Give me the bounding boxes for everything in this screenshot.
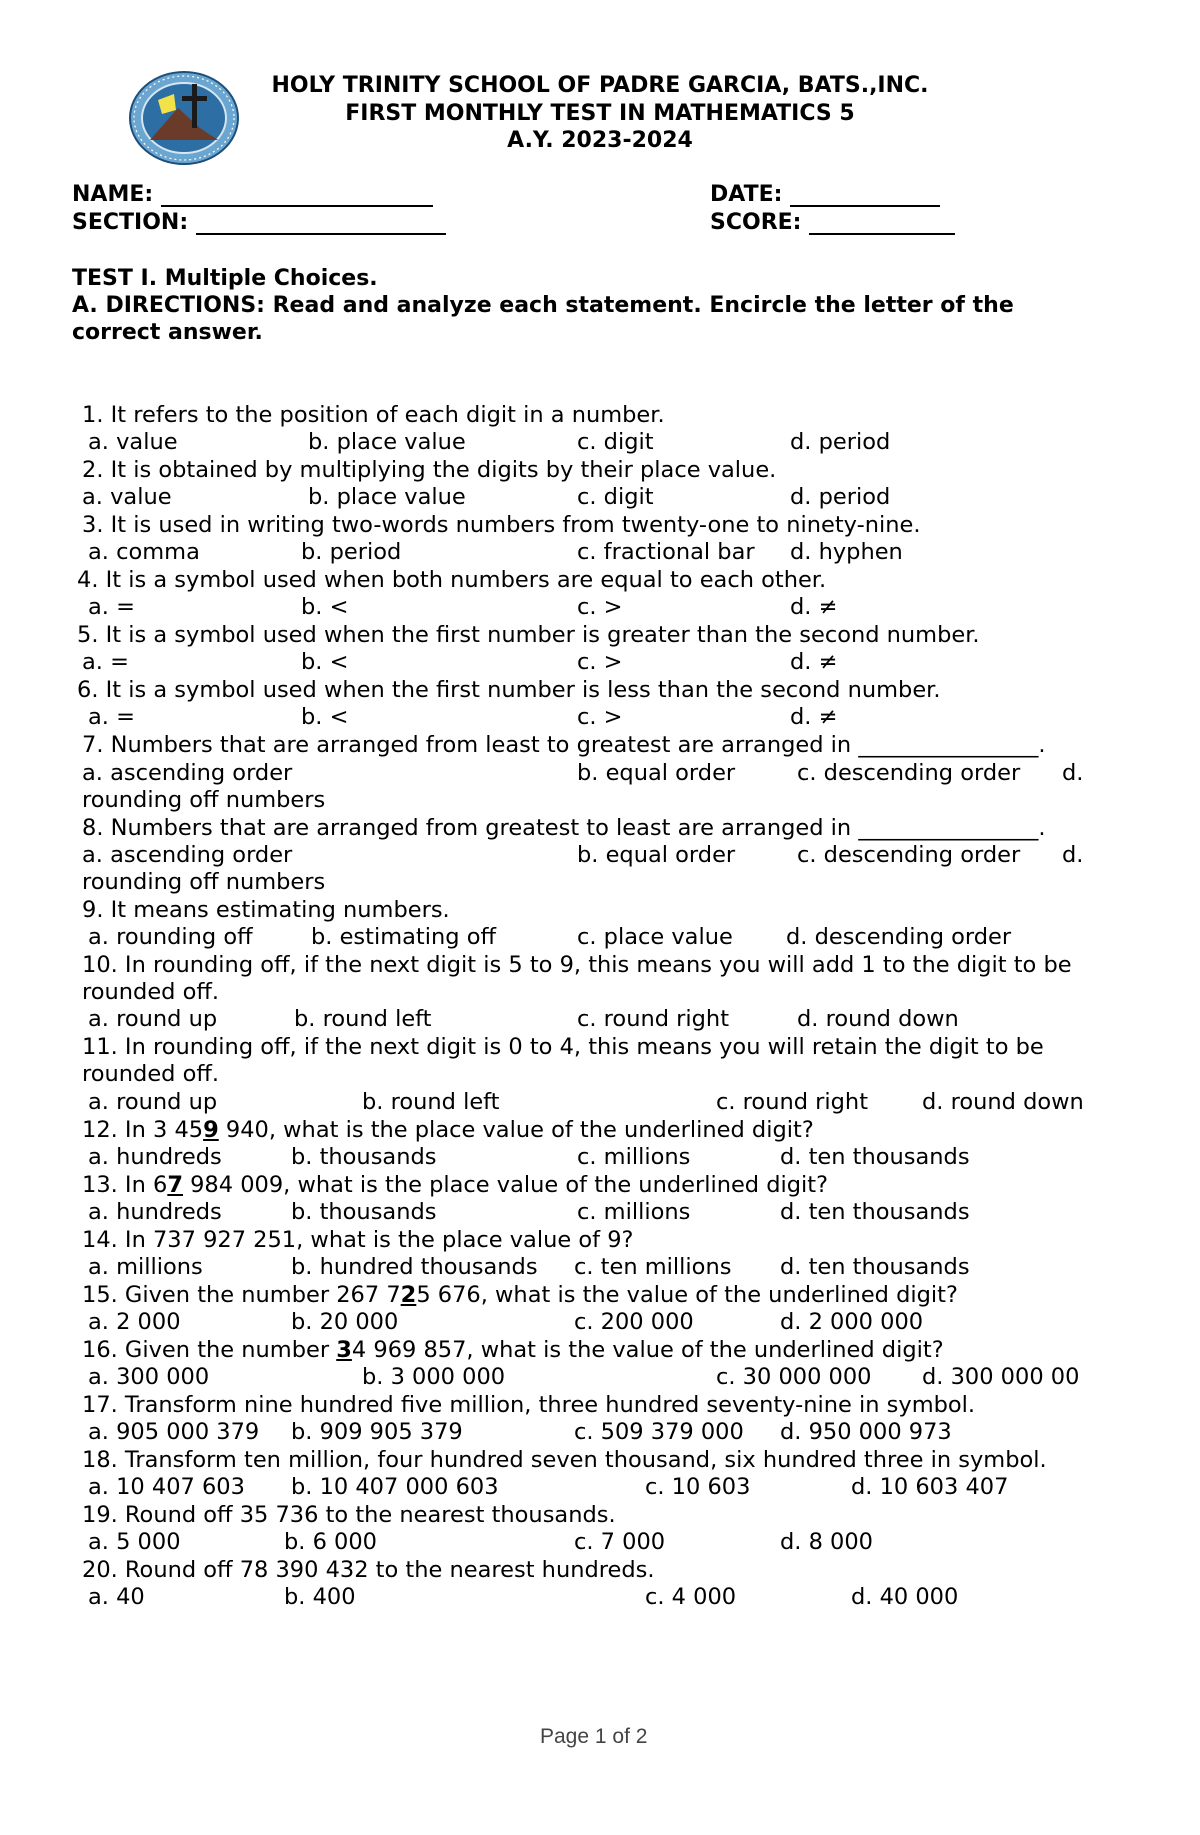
question-2: 2. It is obtained by multiplying the digits by their place value. [82,457,777,483]
question-10: 10. In rounding off, if the next digit is 5 to 9, this means you will add 1 to the digit to be [82,952,1072,978]
q7-option-d[interactable]: d. [1062,760,1084,786]
q5-option-c[interactable]: c. > [577,649,623,675]
q8-option-b[interactable]: b. equal order [577,842,736,868]
q15-text-pre: 15. Given the number 267 7 [82,1282,401,1308]
page-number: Page 1 of 2 [540,1725,648,1748]
q4-option-a[interactable]: a. = [88,594,135,620]
q20-option-a[interactable]: a. 40 [88,1584,145,1610]
q16-option-c[interactable]: c. 30 000 000 [716,1364,872,1390]
q3-option-a[interactable]: a. comma [88,539,200,565]
q9-option-a[interactable]: a. rounding off [88,924,253,950]
q8-option-d[interactable]: d. [1062,842,1084,868]
q6-option-b[interactable]: b. < [301,704,349,730]
q10-option-d[interactable]: d. round down [797,1006,959,1032]
q8-option-c[interactable]: c. descending order [797,842,1021,868]
q11-option-b[interactable]: b. round left [362,1089,500,1115]
q14-option-b[interactable]: b. hundred thousands [291,1254,538,1280]
q13-option-b[interactable]: b. thousands [291,1199,437,1225]
q15-underlined-digit: 2 [400,1282,417,1308]
q15-option-c[interactable]: c. 200 000 [574,1309,694,1335]
q20-option-c[interactable]: c. 4 000 [645,1584,737,1610]
q15-option-b[interactable]: b. 20 000 [291,1309,399,1335]
q14-option-c[interactable]: c. ten millions [574,1254,732,1280]
q1-option-b[interactable]: b. place value [308,429,466,455]
question-14: 14. In 737 927 251, what is the place value of 9? [82,1227,634,1253]
q16-text-pre: 16. Given the number [82,1337,337,1363]
q12-text-pre: 12. In 3 45 [82,1117,204,1143]
q17-option-a[interactable]: a. 905 000 379 [88,1419,260,1445]
name-label: NAME: [72,182,154,207]
score-blank[interactable] [809,213,955,235]
q3-option-d[interactable]: d. hyphen [790,539,903,565]
date-field[interactable] [710,182,940,207]
question-20: 20. Round off 78 390 432 to the nearest hundreds. [82,1557,655,1583]
q12-option-a[interactable]: a. hundreds [88,1144,222,1170]
q1-option-d[interactable]: d. period [790,429,891,455]
section-field[interactable] [72,210,446,235]
q13-option-d[interactable]: d. ten thousands [780,1199,970,1225]
q2-option-b[interactable]: b. place value [308,484,466,510]
q6-option-c[interactable]: c. > [577,704,623,730]
question-7: 7. Numbers that are arranged from least to greatest are arranged in ________________. [82,732,1046,758]
q18-option-a[interactable]: a. 10 407 603 [88,1474,245,1500]
q16-option-b[interactable]: b. 3 000 000 [362,1364,506,1390]
question-1: 1. It refers to the position of each digit in a number. [82,402,665,428]
question-17: 17. Transform nine hundred five million, three hundred seventy-nine in symbol. [82,1392,976,1418]
q5-option-a[interactable]: a. = [82,649,129,675]
q18-option-d[interactable]: d. 10 603 407 [851,1474,1009,1500]
name-blank[interactable] [161,185,433,207]
question-12 [82,1117,814,1144]
q12-underlined-digit: 9 [203,1117,219,1143]
section-label: SECTION: [72,210,189,235]
q12-option-c[interactable]: c. millions [577,1144,691,1170]
q2-option-c[interactable]: c. digit [577,484,654,510]
q17-option-d[interactable]: d. 950 000 973 [780,1419,952,1445]
question-19: 19. Round off 35 736 to the nearest thousands. [82,1502,616,1528]
q11-option-c[interactable]: c. round right [716,1089,869,1115]
question-6: 6. It is a symbol used when the first number is less than the second number. [77,677,941,703]
q2-option-d[interactable]: d. period [790,484,891,510]
q1-option-a[interactable]: a. value [88,429,178,455]
directions-line-2: correct answer. [72,320,263,345]
q5-option-d[interactable]: d. ≠ [790,649,838,675]
q12-option-b[interactable]: b. thousands [291,1144,437,1170]
q19-option-d[interactable]: d. 8 000 [780,1529,873,1555]
q19-option-b[interactable]: b. 6 000 [284,1529,377,1555]
q12-text-post: 940, what is the place value of the underlined digit? [218,1117,814,1143]
test-title: FIRST MONTHLY TEST IN MATHEMATICS 5 [345,101,855,126]
school-logo [128,70,240,166]
q11-option-a[interactable]: a. round up [88,1089,218,1115]
q18-option-b[interactable]: b. 10 407 000 603 [291,1474,499,1500]
question-13 [82,1172,828,1199]
q5-option-b[interactable]: b. < [301,649,349,675]
q3-option-b[interactable]: b. period [301,539,402,565]
q16-option-d[interactable]: d. 300 000 00 [922,1364,1080,1390]
school-name: HOLY TRINITY SCHOOL OF PADRE GARCIA, BATS.,INC. [271,73,929,98]
q4-option-b[interactable]: b. < [301,594,349,620]
q12-option-d[interactable]: d. ten thousands [780,1144,970,1170]
q15-option-a[interactable]: a. 2 000 [88,1309,181,1335]
q9-option-b[interactable]: b. estimating off [311,924,496,950]
q10-option-a[interactable]: a. round up [88,1006,218,1032]
question-3: 3. It is used in writing two-words numbers from twenty-one to ninety-nine. [82,512,921,538]
score-field[interactable] [710,210,955,235]
name-field[interactable] [72,182,433,207]
q18-option-c[interactable]: c. 10 603 [645,1474,751,1500]
q1-option-c[interactable]: c. digit [577,429,654,455]
q17-option-c[interactable]: c. 509 379 000 [574,1419,744,1445]
question-16 [82,1337,944,1364]
q7-option-d-text[interactable]: rounding off numbers [82,787,326,813]
q14-option-d[interactable]: d. ten thousands [780,1254,970,1280]
date-label: DATE: [710,182,783,207]
q9-option-d[interactable]: d. descending order [786,924,1012,950]
q16-underlined-digit: 3 [336,1337,352,1363]
directions-line-1: A. DIRECTIONS: Read and analyze each statement. Encircle the letter of the [72,293,1014,318]
question-5: 5. It is a symbol used when the first number is greater than the second number. [77,622,980,648]
q16-text-post: 4 969 857, what is the value of the underlined digit? [351,1337,944,1363]
q8-option-a[interactable]: a. ascending order [82,842,293,868]
date-blank[interactable] [790,185,940,207]
question-9: 9. It means estimating numbers. [82,897,450,923]
question-11-cont: rounded off. [82,1061,220,1087]
q13-text-pre: 13. In 6 [82,1172,168,1198]
academic-year: A.Y. 2023-2024 [507,128,693,153]
q7-option-b[interactable]: b. equal order [577,760,736,786]
q7-option-c[interactable]: c. descending order [797,760,1021,786]
q9-option-c[interactable]: c. place value [577,924,733,950]
score-label: SCORE: [710,210,802,235]
question-8: 8. Numbers that are arranged from greatest to least are arranged in ________________. [82,815,1046,841]
q19-option-c[interactable]: c. 7 000 [574,1529,666,1555]
q10-option-b[interactable]: b. round left [294,1006,432,1032]
q7-option-a[interactable]: a. ascending order [82,760,293,786]
question-4: 4. It is a symbol used when both numbers are equal to each other. [77,567,827,593]
q19-option-a[interactable]: a. 5 000 [88,1529,181,1555]
q3-option-c[interactable]: c. fractional bar [577,539,755,565]
q10-option-c[interactable]: c. round right [577,1006,730,1032]
q20-option-b[interactable]: b. 400 [284,1584,356,1610]
q11-option-d[interactable]: d. round down [922,1089,1084,1115]
q13-option-c[interactable]: c. millions [577,1199,691,1225]
q16-option-a[interactable]: a. 300 000 [88,1364,210,1390]
question-18: 18. Transform ten million, four hundred seven thousand, six hundred three in symbol. [82,1447,1047,1473]
q2-option-a[interactable]: a. value [82,484,172,510]
q8-option-d-text[interactable]: rounding off numbers [82,869,326,895]
q6-option-a[interactable]: a. = [88,704,135,730]
q15-option-d[interactable]: d. 2 000 000 [780,1309,924,1335]
q4-option-d[interactable]: d. ≠ [790,594,838,620]
q20-option-d[interactable]: d. 40 000 [851,1584,959,1610]
q13-text-post: 984 009, what is the place value of the underlined digit? [182,1172,829,1198]
q13-underlined-digit: 7 [167,1172,183,1198]
q14-option-a[interactable]: a. millions [88,1254,203,1280]
test-part-title: TEST I. Multiple Choices. [72,266,378,291]
q15-text-post: 5 676, what is the value of the underlined digit? [416,1282,958,1308]
question-11: 11. In rounding off, if the next digit is 0 to 4, this means you will retain the digit to be [82,1034,1044,1060]
q6-option-d[interactable]: d. ≠ [790,704,838,730]
q17-option-b[interactable]: b. 909 905 379 [291,1419,463,1445]
q4-option-c[interactable]: c. > [577,594,623,620]
question-15 [82,1282,958,1309]
section-blank[interactable] [196,213,446,235]
q13-option-a[interactable]: a. hundreds [88,1199,222,1225]
question-10-cont: rounded off. [82,979,220,1005]
